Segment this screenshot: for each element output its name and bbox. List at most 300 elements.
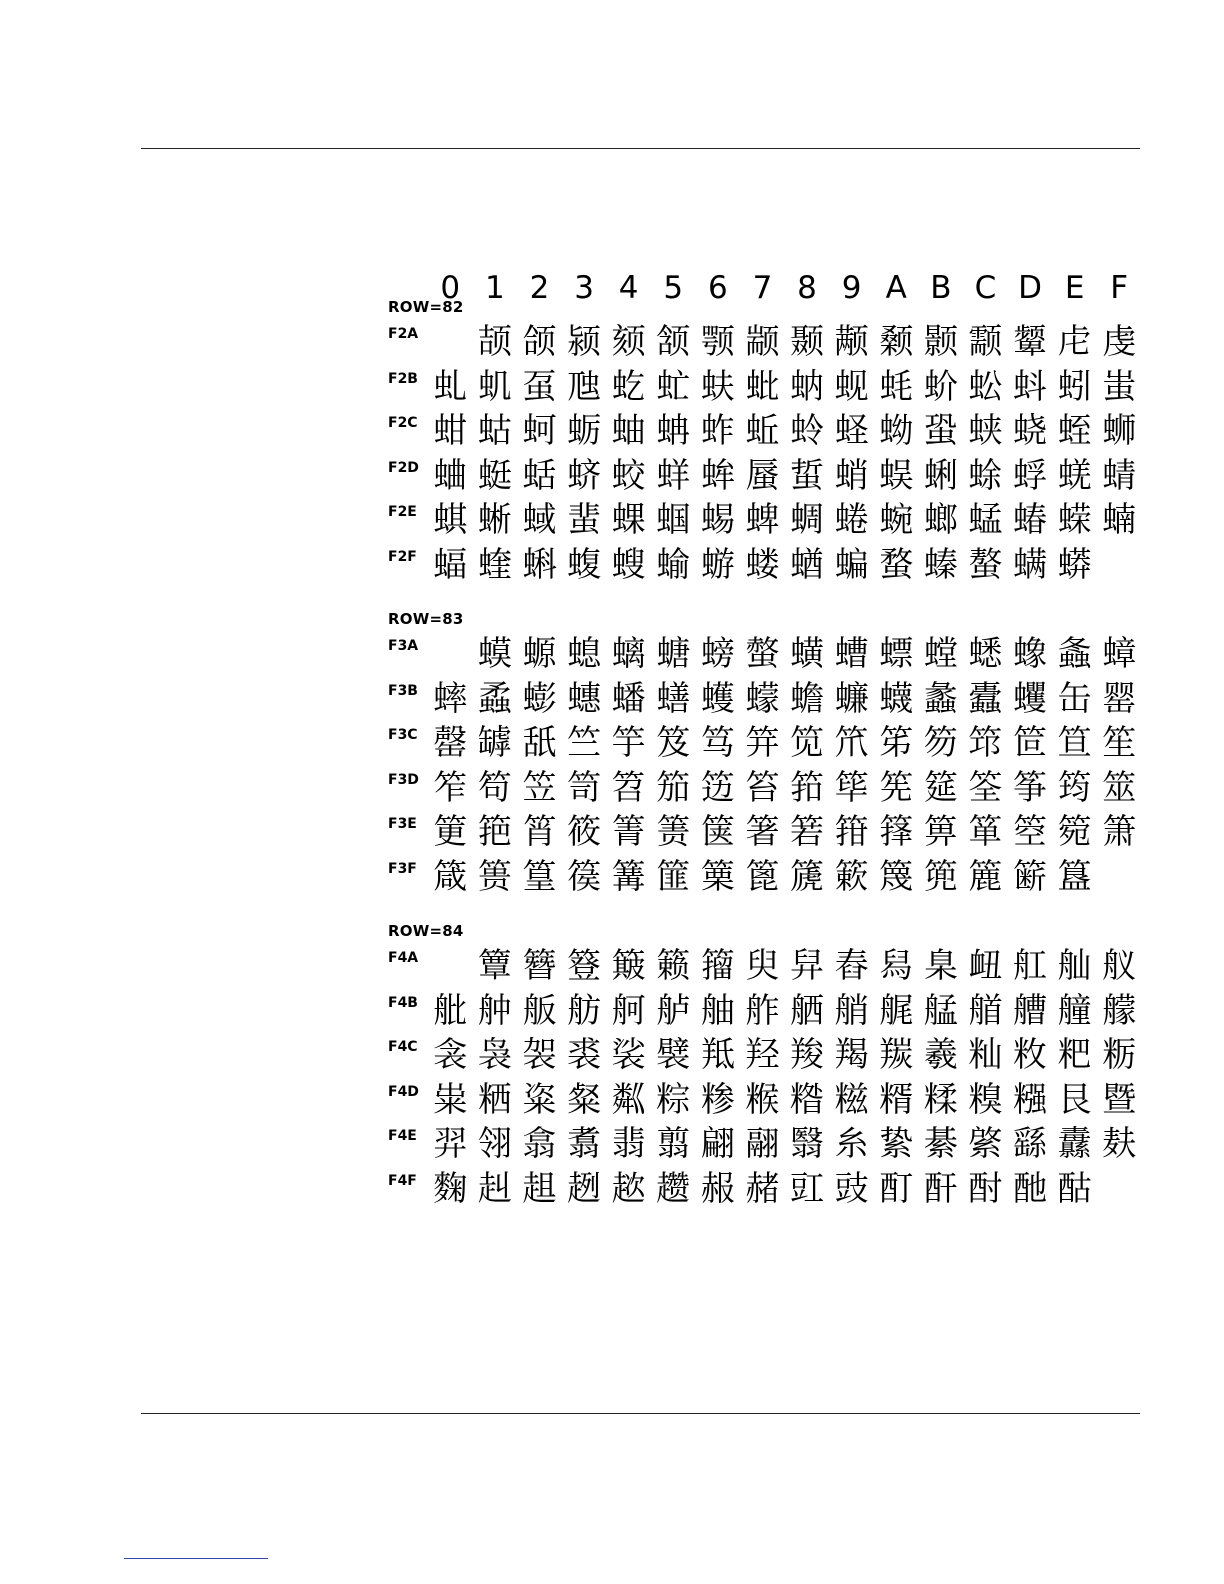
character-cell: 糨 bbox=[1013, 1079, 1048, 1120]
character-cell: 翎 bbox=[477, 1124, 512, 1165]
character-cell: 篥 bbox=[700, 857, 735, 897]
character-cells bbox=[428, 454, 1142, 498]
character-cell: 艮 bbox=[1057, 1079, 1092, 1120]
character-cell: 蝙 bbox=[834, 545, 869, 585]
character-cell: 衄 bbox=[968, 946, 1003, 986]
character-cell: 趔 bbox=[567, 1169, 602, 1209]
character-cell: 颟 bbox=[834, 322, 869, 362]
character-cell: 繇 bbox=[1013, 1124, 1048, 1165]
character-cell: 蜉 bbox=[1013, 455, 1048, 496]
character-cell: 簏 bbox=[968, 857, 1003, 897]
character-cell: 蟠 bbox=[611, 678, 646, 719]
character-cell: 趱 bbox=[656, 1169, 691, 1209]
code-row bbox=[388, 766, 1148, 810]
character-cell: 糌 bbox=[790, 1079, 825, 1120]
character-cell: 羰 bbox=[879, 1035, 914, 1076]
character-cell: 笤 bbox=[611, 767, 646, 808]
character-cell: 蛐 bbox=[433, 455, 468, 496]
code-row-label: F4C bbox=[388, 1039, 418, 1056]
row-block-label: ROW=83 bbox=[388, 610, 464, 628]
character-cell: 虺 bbox=[567, 366, 602, 407]
code-row-label: F3B bbox=[388, 682, 418, 699]
character-cell: 粢 bbox=[522, 1079, 557, 1120]
character-cell: 蝠 bbox=[433, 545, 468, 585]
character-cell: 蝼 bbox=[745, 545, 780, 585]
character-cell: 蟾 bbox=[790, 678, 825, 719]
character-cell: 笥 bbox=[567, 767, 602, 808]
character-cell: 蚯 bbox=[745, 411, 780, 452]
code-row bbox=[388, 320, 1148, 364]
character-cell: 蚣 bbox=[968, 366, 1003, 407]
code-row-label: F3E bbox=[388, 816, 417, 833]
column-header-f: F bbox=[1110, 270, 1129, 306]
character-cell: 笪 bbox=[1057, 723, 1092, 764]
character-cell: 袈 bbox=[522, 1035, 557, 1076]
code-row-label: F4D bbox=[388, 1083, 419, 1100]
character-cell: 艄 bbox=[834, 990, 869, 1031]
character-cell: 篼 bbox=[923, 857, 958, 897]
character-cell: 蛞 bbox=[522, 455, 557, 496]
character-cell: 酎 bbox=[968, 1169, 1003, 1209]
character-cell: 蜓 bbox=[477, 455, 512, 496]
character-cell: 臬 bbox=[923, 946, 958, 986]
character-cell: 艉 bbox=[879, 990, 914, 1031]
character-cell: 舂 bbox=[834, 946, 869, 986]
character-cell: 蠹 bbox=[968, 678, 1003, 719]
code-row bbox=[388, 677, 1148, 721]
code-row bbox=[388, 365, 1148, 409]
column-header-c: C bbox=[974, 270, 997, 306]
character-cell bbox=[1097, 543, 1142, 587]
column-header-2: 2 bbox=[529, 270, 550, 306]
character-cell: 舫 bbox=[567, 990, 602, 1031]
character-cell: 虬 bbox=[433, 366, 468, 407]
character-cell: 螈 bbox=[522, 634, 557, 674]
character-cell: 篁 bbox=[522, 857, 557, 897]
character-cell bbox=[1097, 1167, 1142, 1211]
code-row bbox=[388, 721, 1148, 765]
character-cell: 蟊 bbox=[477, 678, 512, 719]
character-cell: 舾 bbox=[790, 990, 825, 1031]
character-cell: 酤 bbox=[1057, 1169, 1092, 1209]
code-row-label: F4F bbox=[388, 1173, 417, 1189]
code-row bbox=[388, 543, 1148, 587]
character-cell: 笕 bbox=[790, 723, 825, 764]
character-cell: 豉 bbox=[834, 1169, 869, 1209]
character-cell: 蛑 bbox=[700, 455, 735, 496]
code-row bbox=[388, 1167, 1148, 1211]
character-cell: 筇 bbox=[968, 723, 1003, 764]
character-cell: 舐 bbox=[522, 723, 557, 764]
character-cells bbox=[428, 766, 1142, 810]
character-cell: 簪 bbox=[522, 946, 557, 986]
code-row bbox=[388, 632, 1148, 676]
character-cell: 螽 bbox=[1057, 634, 1092, 674]
character-cells bbox=[428, 543, 1142, 587]
character-cell: 螫 bbox=[745, 634, 780, 674]
character-cell: 颔 bbox=[656, 322, 691, 362]
character-cell: 蟓 bbox=[1013, 634, 1048, 674]
footer-rule bbox=[141, 1413, 1140, 1414]
character-cell: 筘 bbox=[790, 767, 825, 808]
character-cell: 蛎 bbox=[567, 411, 602, 452]
character-cell: 螵 bbox=[879, 634, 914, 674]
character-cell: 粲 bbox=[567, 1079, 602, 1120]
character-cell: 篪 bbox=[790, 857, 825, 897]
character-cell: 綮 bbox=[968, 1124, 1003, 1165]
code-row-label: F3D bbox=[388, 771, 419, 788]
character-cell: 簟 bbox=[477, 946, 512, 986]
character-cell: 蟀 bbox=[433, 678, 468, 719]
row-block-label: ROW=84 bbox=[388, 922, 464, 940]
character-cell: 蠼 bbox=[1013, 678, 1048, 719]
character-cell bbox=[428, 944, 473, 988]
code-row bbox=[388, 855, 1148, 899]
character-cell: 艏 bbox=[968, 990, 1003, 1031]
character-cell: 笸 bbox=[1013, 723, 1048, 764]
character-cell: 篚 bbox=[656, 857, 691, 897]
character-cell: 筚 bbox=[834, 767, 869, 808]
character-cell: 羲 bbox=[923, 1035, 958, 1076]
character-cell: 翦 bbox=[656, 1124, 691, 1165]
character-cell: 蚵 bbox=[522, 411, 557, 452]
character-cell: 舁 bbox=[790, 946, 825, 986]
character-cell: 簖 bbox=[1013, 857, 1048, 897]
character-cell: 蠡 bbox=[923, 678, 958, 719]
character-cell: 颚 bbox=[700, 322, 735, 362]
character-cell: 笙 bbox=[1102, 723, 1137, 764]
character-cell: 颡 bbox=[879, 322, 914, 362]
character-cell: 蜻 bbox=[1102, 455, 1137, 496]
code-row bbox=[388, 810, 1148, 854]
footnote-rule bbox=[124, 1558, 268, 1559]
character-cell: 蜞 bbox=[433, 500, 468, 541]
character-cell: 蛏 bbox=[834, 411, 869, 452]
code-row bbox=[388, 409, 1148, 453]
code-row-label: F2E bbox=[388, 504, 417, 521]
code-row-label: F2F bbox=[388, 549, 417, 565]
character-cell: 蚰 bbox=[611, 411, 646, 452]
character-cell: 蛴 bbox=[567, 455, 602, 496]
character-cell: 箐 bbox=[611, 812, 646, 853]
code-row-label: F4E bbox=[388, 1128, 417, 1145]
character-cell: 罄 bbox=[433, 723, 468, 764]
character-cell: 舣 bbox=[1102, 946, 1137, 986]
character-cell bbox=[428, 320, 473, 364]
code-row bbox=[388, 1078, 1148, 1122]
character-cell: 蟛 bbox=[522, 678, 557, 719]
character-cell: 翳 bbox=[790, 1124, 825, 1165]
code-row-label: F2C bbox=[388, 415, 418, 432]
character-cell: 螅 bbox=[567, 634, 602, 674]
character-cell: 趄 bbox=[522, 1169, 557, 1209]
character-cell: 蠛 bbox=[879, 678, 914, 719]
character-cell: 糇 bbox=[745, 1079, 780, 1120]
character-cell: 筲 bbox=[522, 812, 557, 853]
character-cell: 箨 bbox=[879, 812, 914, 853]
character-cell: 筱 bbox=[567, 812, 602, 853]
character-cell: 竺 bbox=[567, 723, 602, 764]
character-cell: 虿 bbox=[522, 366, 557, 407]
code-row-label: F3A bbox=[388, 638, 419, 654]
character-cell: 簌 bbox=[834, 857, 869, 897]
character-cell: 蛲 bbox=[1013, 411, 1048, 452]
character-cell: 筵 bbox=[923, 767, 958, 808]
character-cell: 舻 bbox=[656, 990, 691, 1031]
code-row bbox=[388, 944, 1148, 988]
column-header-9: 9 bbox=[841, 270, 862, 306]
character-cell: 颉 bbox=[477, 322, 512, 362]
character-cell: 舳 bbox=[700, 990, 735, 1031]
character-cell: 羧 bbox=[790, 1035, 825, 1076]
character-cell: 筢 bbox=[477, 812, 512, 853]
character-cell: 颞 bbox=[790, 322, 825, 362]
code-row-label: F3F bbox=[388, 861, 417, 877]
character-cell: 敉 bbox=[1013, 1035, 1048, 1076]
character-cell: 蜮 bbox=[522, 500, 557, 541]
column-header-3: 3 bbox=[574, 270, 594, 306]
character-cells bbox=[428, 855, 1142, 899]
character-cell: 蛘 bbox=[656, 455, 691, 496]
character-cell bbox=[1097, 855, 1142, 899]
character-cell: 蜍 bbox=[968, 455, 1003, 496]
character-cell: 舭 bbox=[433, 990, 468, 1031]
character-cell: 蟪 bbox=[567, 678, 602, 719]
character-cell: 翡 bbox=[611, 1124, 646, 1165]
character-cell: 糅 bbox=[923, 1079, 958, 1120]
character-cell: 籼 bbox=[968, 1035, 1003, 1076]
column-header-b: B bbox=[930, 270, 952, 306]
character-cell: 蜾 bbox=[611, 500, 646, 541]
character-cell: 簸 bbox=[611, 946, 646, 986]
character-cell: 舸 bbox=[611, 990, 646, 1031]
column-header-a: A bbox=[885, 270, 907, 306]
character-cell: 蜱 bbox=[745, 500, 780, 541]
character-cell: 螨 bbox=[1013, 545, 1048, 585]
character-cell: 颛 bbox=[745, 322, 780, 362]
column-header-0: 0 bbox=[440, 270, 461, 306]
character-cell: 箝 bbox=[834, 812, 869, 853]
character-cell: 蚱 bbox=[700, 411, 735, 452]
character-cell: 虼 bbox=[611, 366, 646, 407]
character-cell: 蛳 bbox=[1102, 411, 1137, 452]
character-cell: 蛩 bbox=[923, 411, 958, 452]
character-cell: 蛭 bbox=[1057, 411, 1092, 452]
character-cell: 蟆 bbox=[477, 634, 512, 674]
character-cell: 艟 bbox=[1057, 990, 1092, 1031]
character-cell: 蜥 bbox=[477, 500, 512, 541]
character-cell: 笫 bbox=[879, 723, 914, 764]
row-block-label: ROW=82 bbox=[388, 298, 464, 316]
character-cells bbox=[428, 365, 1142, 409]
code-row bbox=[388, 1122, 1148, 1166]
character-cell: 蝽 bbox=[1013, 500, 1048, 541]
character-cell: 臾 bbox=[745, 946, 780, 986]
column-header-d: D bbox=[1018, 270, 1042, 306]
column-header-row bbox=[428, 268, 1142, 308]
character-cell: 蠊 bbox=[834, 678, 869, 719]
character-cell: 箴 bbox=[433, 857, 468, 897]
code-row-label: F2B bbox=[388, 370, 418, 387]
character-cell: 蟮 bbox=[656, 678, 691, 719]
character-cell: 羝 bbox=[700, 1035, 735, 1076]
code-row-label: F2D bbox=[388, 459, 419, 476]
column-header-e: E bbox=[1064, 270, 1085, 306]
character-cells bbox=[428, 810, 1142, 854]
character-cell: 笮 bbox=[433, 767, 468, 808]
column-header-5: 5 bbox=[663, 270, 684, 306]
character-cell: 蚺 bbox=[656, 411, 691, 452]
character-cell: 筠 bbox=[1057, 767, 1092, 808]
character-cell: 舄 bbox=[879, 946, 914, 986]
code-row bbox=[388, 454, 1148, 498]
character-cell: 翕 bbox=[522, 1124, 557, 1165]
character-cell: 舯 bbox=[477, 990, 512, 1031]
character-cell: 蟥 bbox=[790, 634, 825, 674]
character-cell: 笄 bbox=[745, 723, 780, 764]
character-cell: 螃 bbox=[700, 634, 735, 674]
character-cell: 羯 bbox=[834, 1035, 869, 1076]
character-cell: 赭 bbox=[745, 1169, 780, 1209]
character-cell: 篌 bbox=[567, 857, 602, 897]
character-cell: 襞 bbox=[656, 1035, 691, 1076]
character-cell: 虻 bbox=[656, 366, 691, 407]
character-cell: 蝈 bbox=[656, 500, 691, 541]
character-cell: 蜴 bbox=[700, 500, 735, 541]
character-cell: 裟 bbox=[611, 1035, 646, 1076]
character-cell: 蠖 bbox=[700, 678, 735, 719]
character-cell: 颢 bbox=[923, 322, 958, 362]
character-cell: 裘 bbox=[567, 1035, 602, 1076]
character-cell: 罅 bbox=[477, 723, 512, 764]
character-cell: 蟑 bbox=[1102, 634, 1137, 674]
character-cell: 虍 bbox=[1057, 322, 1092, 362]
character-cell: 笈 bbox=[656, 723, 691, 764]
character-cell: 笃 bbox=[700, 723, 735, 764]
character-cell: 暨 bbox=[1102, 1079, 1137, 1120]
character-cell: 篾 bbox=[879, 857, 914, 897]
character-cell: 螓 bbox=[923, 545, 958, 585]
character-cell: 筻 bbox=[433, 812, 468, 853]
character-cells bbox=[428, 989, 1142, 1033]
character-cell: 糸 bbox=[834, 1124, 869, 1165]
column-header-4: 4 bbox=[618, 270, 639, 306]
code-row-label: F4B bbox=[388, 994, 418, 1011]
character-cell: 翥 bbox=[567, 1124, 602, 1165]
character-cell: 赧 bbox=[700, 1169, 735, 1209]
character-cell: 纛 bbox=[1057, 1124, 1092, 1165]
character-cell: 蜊 bbox=[923, 455, 958, 496]
character-cells bbox=[428, 632, 1142, 676]
character-cell: 蜇 bbox=[790, 455, 825, 496]
character-cells bbox=[428, 498, 1142, 542]
character-cell: 篦 bbox=[745, 857, 780, 897]
character-cell: 颌 bbox=[522, 322, 557, 362]
character-cells bbox=[428, 944, 1142, 988]
character-cell: 麸 bbox=[1102, 1124, 1137, 1165]
character-cell: 粝 bbox=[1102, 1035, 1137, 1076]
character-cell: 舨 bbox=[522, 990, 557, 1031]
character-cells bbox=[428, 677, 1142, 721]
column-header-8: 8 bbox=[797, 270, 817, 306]
character-cell: 罂 bbox=[1102, 678, 1137, 719]
character-cell: 螋 bbox=[611, 545, 646, 585]
character-cell: 絷 bbox=[879, 1124, 914, 1165]
character-cell: 蜣 bbox=[1057, 455, 1092, 496]
code-row bbox=[388, 1033, 1148, 1077]
character-cell: 籀 bbox=[700, 946, 735, 986]
code-row-label: F3C bbox=[388, 727, 418, 744]
character-cell: 笾 bbox=[700, 767, 735, 808]
character-cell: 舡 bbox=[1013, 946, 1048, 986]
character-cell: 蝓 bbox=[656, 545, 691, 585]
character-cell: 箬 bbox=[790, 812, 825, 853]
character-cells bbox=[428, 320, 1142, 364]
character-cells bbox=[428, 1078, 1142, 1122]
character-cell: 蛟 bbox=[611, 455, 646, 496]
character-cell: 蜃 bbox=[745, 455, 780, 496]
character-cell: 蚍 bbox=[745, 366, 780, 407]
character-cell: 蜩 bbox=[790, 500, 825, 541]
character-cell: 螗 bbox=[656, 634, 691, 674]
character-cell: 螭 bbox=[611, 634, 646, 674]
character-cells bbox=[428, 1033, 1142, 1077]
character-cell: 粞 bbox=[477, 1079, 512, 1120]
character-cell: 螬 bbox=[834, 634, 869, 674]
character-cell: 虔 bbox=[1102, 322, 1137, 362]
character-cell: 箪 bbox=[968, 812, 1003, 853]
character-cell: 蝥 bbox=[879, 545, 914, 585]
character-cell: 篑 bbox=[477, 857, 512, 897]
character-cell: 颏 bbox=[611, 322, 646, 362]
character-cell: 筅 bbox=[879, 767, 914, 808]
character-cell: 蛸 bbox=[834, 455, 869, 496]
character-cell: 酊 bbox=[879, 1169, 914, 1209]
character-cell: 翮 bbox=[745, 1124, 780, 1165]
character-cells bbox=[428, 1167, 1142, 1211]
character-cell: 箜 bbox=[1013, 812, 1048, 853]
character-cell: 粜 bbox=[433, 1079, 468, 1120]
character-cell: 蚨 bbox=[700, 366, 735, 407]
character-cell: 粼 bbox=[611, 1079, 646, 1120]
character-cell: 糗 bbox=[968, 1079, 1003, 1120]
character-cell: 箦 bbox=[656, 812, 691, 853]
character-cell: 笠 bbox=[522, 767, 557, 808]
character-cell: 羟 bbox=[745, 1035, 780, 1076]
character-cell: 蝾 bbox=[1057, 500, 1092, 541]
character-cell: 蝣 bbox=[700, 545, 735, 585]
character-cell: 蚝 bbox=[879, 366, 914, 407]
character-cell: 糁 bbox=[700, 1079, 735, 1120]
character-cell: 箢 bbox=[1057, 812, 1092, 853]
character-cell: 籁 bbox=[656, 946, 691, 986]
character-cell: 蜷 bbox=[834, 500, 869, 541]
character-cell: 蚶 bbox=[433, 411, 468, 452]
character-cell: 螯 bbox=[968, 545, 1003, 585]
character-cell: 簋 bbox=[1057, 857, 1092, 897]
column-header-6: 6 bbox=[707, 270, 728, 306]
character-cell: 蚪 bbox=[1013, 366, 1048, 407]
character-cell: 螂 bbox=[923, 500, 958, 541]
character-cell: 蛱 bbox=[968, 411, 1003, 452]
character-cell: 虮 bbox=[477, 366, 512, 407]
character-cell: 蚧 bbox=[923, 366, 958, 407]
character-cell: 笞 bbox=[745, 767, 780, 808]
character-cell: 箫 bbox=[1102, 812, 1137, 853]
character-cell: 蝻 bbox=[1102, 500, 1137, 541]
character-cell: 箧 bbox=[700, 812, 735, 853]
character-cell: 缶 bbox=[1057, 678, 1092, 719]
